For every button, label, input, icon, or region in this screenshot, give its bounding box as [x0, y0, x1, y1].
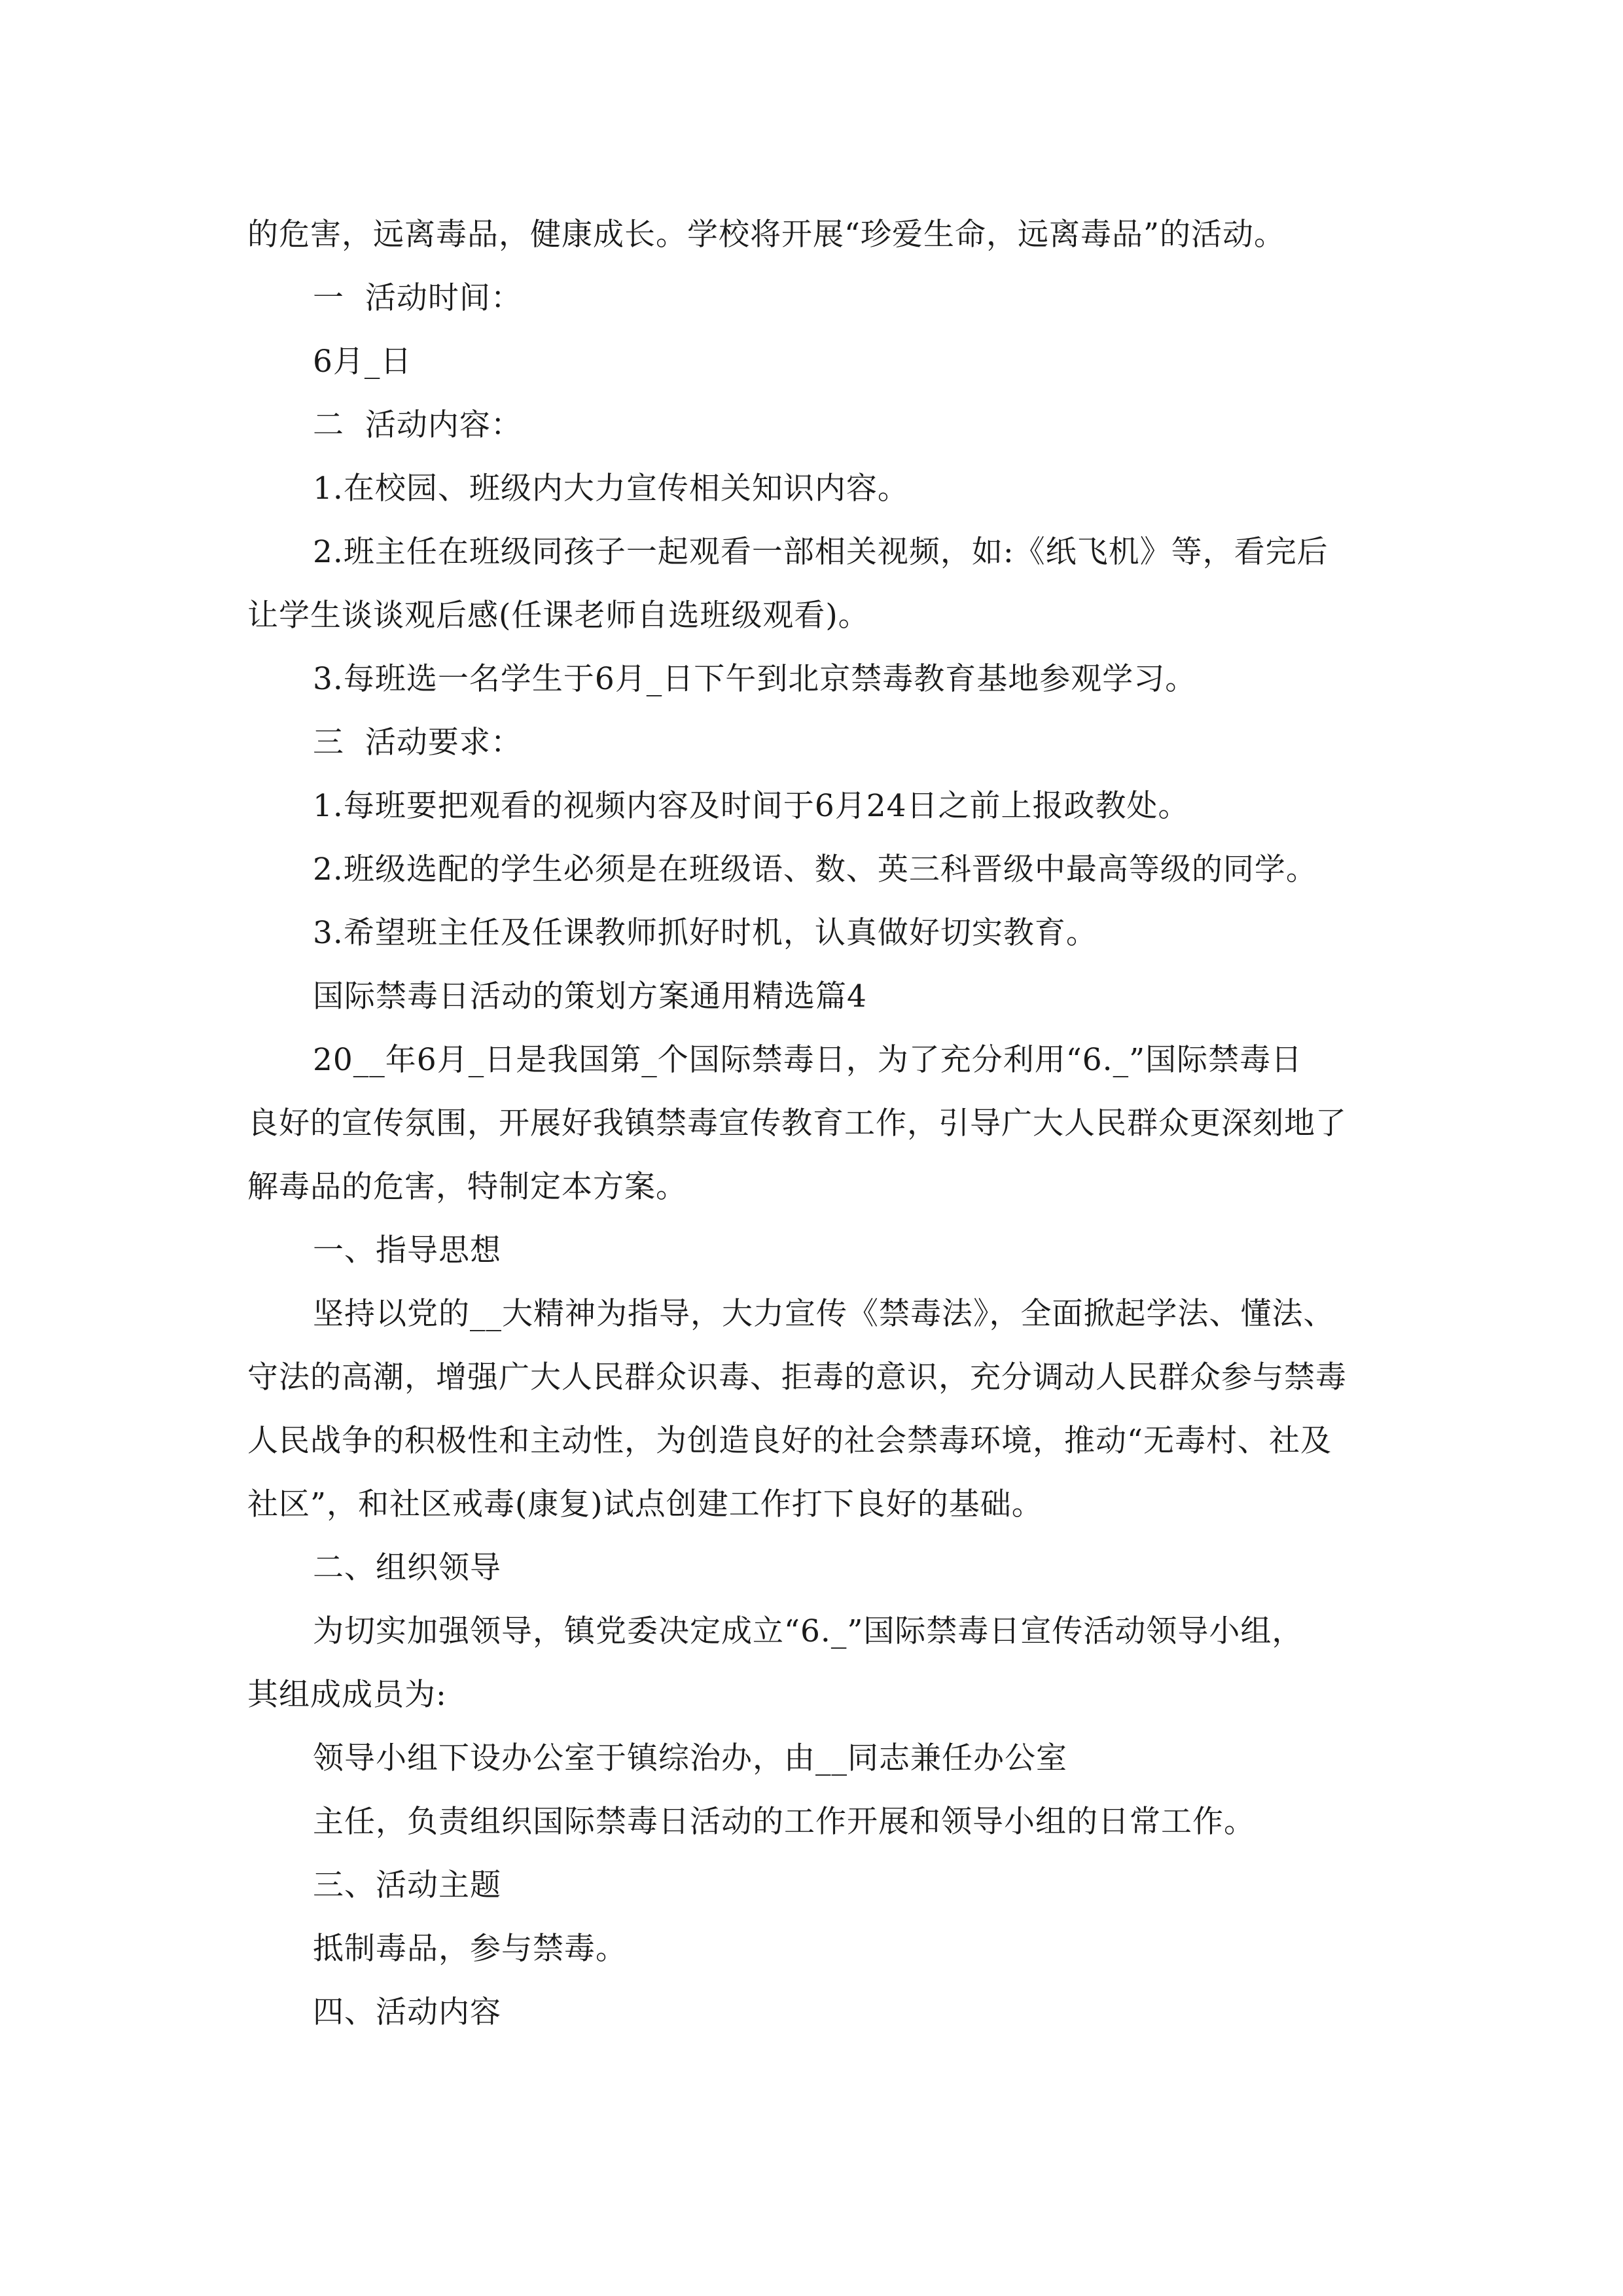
list-item: 3.希望班主任及任课教师抓好时机，认真做好切实教育。	[313, 915, 1097, 951]
list-item: 1.每班要把观看的视频内容及时间于6月24日之前上报政教处。	[313, 788, 1190, 824]
paragraph-line: 20__年6月_日是我国第_个国际禁毒日，为了充分利用“6._”国际禁毒日	[313, 1042, 1303, 1078]
paragraph-line: 人民战争的积极性和主动性，为创造良好的社会禁毒环境，推动“无毒村、社及	[247, 1423, 1332, 1459]
paragraph-line: 良好的宣传氛围，开展好我镇禁毒宣传教育工作，引导广大人民群众更深刻地了	[247, 1105, 1347, 1141]
paragraph-line: 领导小组下设办公室于镇综治办，由__同志兼任办公室	[313, 1740, 1067, 1776]
paragraph-line: 的危害，远离毒品，健康成长。学校将开展“珍爱生命，远离毒品”的活动。	[247, 217, 1286, 253]
list-item: 2.班主任在班级同孩子一起观看一部相关视频，如:《纸飞机》等，看完后	[313, 534, 1329, 570]
section-heading: 二 活动内容：	[313, 407, 522, 443]
paragraph-line: 抵制毒品，参与禁毒。	[313, 1931, 627, 1967]
section-heading: 四、活动内容	[313, 1994, 501, 2030]
paragraph-line: 社区”，和社区戒毒(康复)试点创建工作打下良好的基础。	[247, 1486, 1043, 1522]
document-body	[247, 203, 1376, 2044]
list-item: 3.每班选一名学生于6月_日下午到北京禁毒教育基地参观学习。	[313, 661, 1197, 697]
section-heading: 三、活动主题	[313, 1867, 501, 1903]
paragraph-line: 为切实加强领导，镇党委决定成立“6._”国际禁毒日宣传活动领导小组，	[313, 1613, 1304, 1649]
paragraph-line: 6月_日	[313, 344, 412, 380]
paragraph-line: 其组成成员为:	[247, 1677, 447, 1713]
list-item: 1.在校园、班级内大力宣传相关知识内容。	[313, 471, 909, 507]
paragraph-line: 解毒品的危害，特制定本方案。	[247, 1169, 687, 1205]
section-heading: 三 活动要求：	[313, 725, 522, 761]
list-item: 2.班级选配的学生必须是在班级语、数、英三科晋级中最高等级的同学。	[313, 852, 1317, 888]
paragraph-line: 守法的高潮，增强广大人民群众识毒、拒毒的意识，充分调动人民群众参与禁毒	[247, 1359, 1347, 1395]
article-title: 国际禁毒日活动的策划方案通用精选篇4	[313, 978, 867, 1014]
paragraph-line: 坚持以党的__大精神为指导，大力宣传《禁毒法》，全面掀起学法、懂法、	[313, 1296, 1335, 1332]
section-heading: 二、组织领导	[313, 1550, 501, 1586]
paragraph-line: 让学生谈谈观后感(任课老师自选班级观看)。	[247, 598, 870, 634]
section-heading: 一 活动时间：	[313, 280, 522, 316]
section-heading: 一、指导思想	[313, 1232, 501, 1268]
paragraph-line: 主任，负责组织国际禁毒日活动的工作开展和领导小组的日常工作。	[313, 1804, 1255, 1840]
